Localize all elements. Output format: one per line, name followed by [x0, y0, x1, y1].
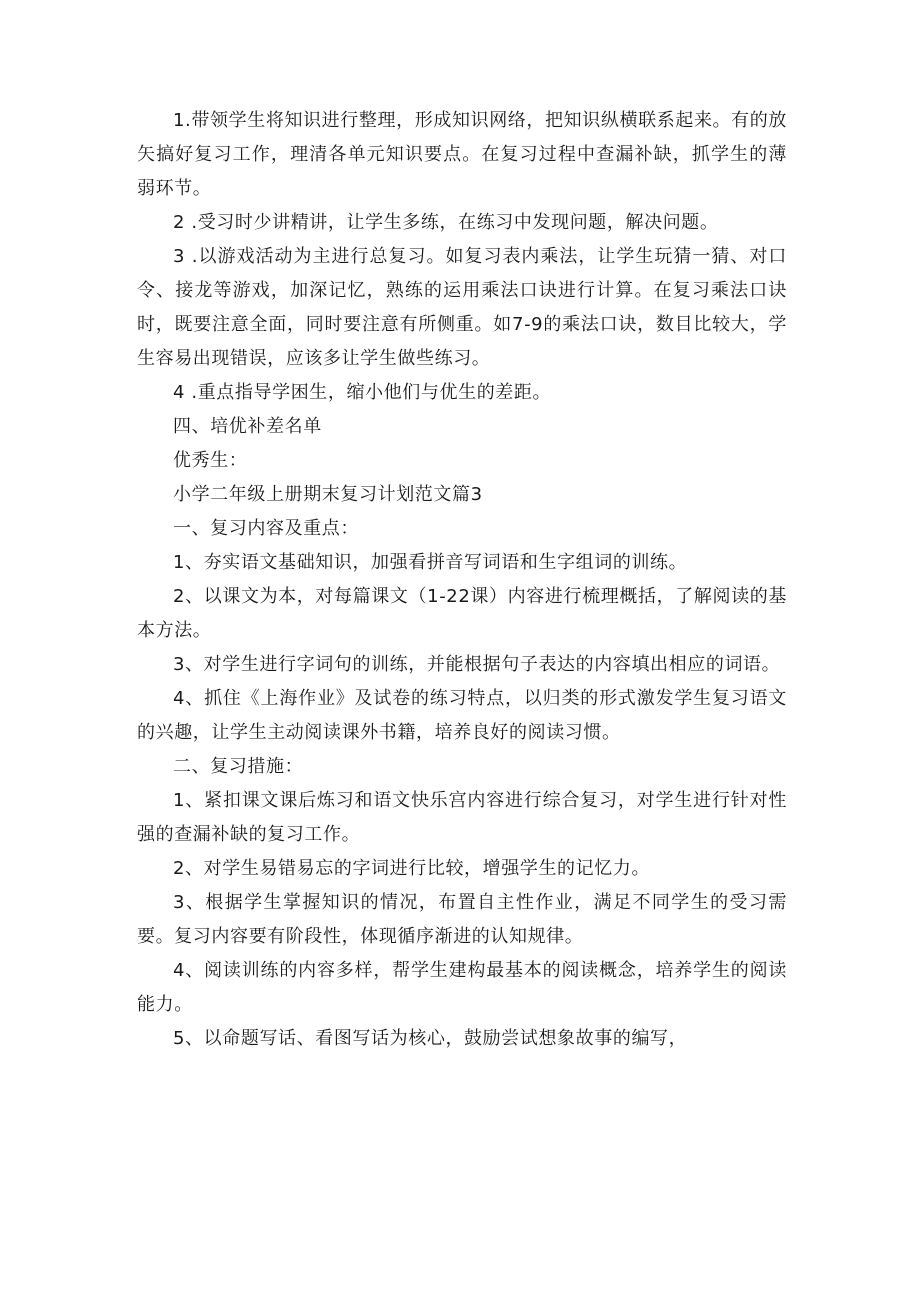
paragraph-measure-2: 2、对学生易错易忘的字词进行比较，增强学生的记忆力。: [173, 858, 651, 879]
paragraph-review-organize: 1.带领学生将知识进行整理，形成知识网络，把知识纵横联系起来。有的放矢搞好复习工作，理清各单元知识要点。在复习过程中查漏补缺，抓学生的薄弱环节。: [137, 110, 787, 199]
section-heading-list: 四、培优补差名单: [173, 416, 322, 437]
paragraph-content-2: 2、以课文为本，对每篇课文（1-22课）内容进行梳理概括，了解阅读的基本方法。: [137, 586, 787, 641]
paragraph-content-4: 4、抓住《上海作业》及试卷的练习特点，以归类的形式激发学生复习语文的兴趣，让学生主动阅读课外书籍，培养良好的阅读习惯。: [137, 688, 787, 743]
paragraph-measure-5: 5、以命题写话、看图写话为核心，鼓励尝试想象故事的编写，: [173, 1028, 688, 1049]
section-heading-measures: 二、复习措施：: [173, 756, 304, 777]
document-body: [137, 104, 787, 1056]
label-excellent-students: 优秀生：: [173, 450, 248, 471]
article-title: 小学二年级上册期末复习计划范文篇3: [173, 484, 483, 505]
paragraph-measure-1: 1、紧扣课文课后炼习和语文快乐宫内容进行综合复习，对学生进行针对性强的查漏补缺的复习工作。: [137, 790, 787, 845]
paragraph-struggling-students: 4 .重点指导学困生，缩小他们与优生的差距。: [173, 382, 552, 403]
paragraph-teach-less: 2 .受习时少讲精讲，让学生多练，在练习中发现问题，解决问题。: [173, 212, 719, 233]
section-heading-content: 一、复习内容及重点：: [173, 518, 359, 539]
paragraph-game-review: 3 .以游戏活动为主进行总复习。如复习表内乘法，让学生玩猜一猜、对口令、接龙等游戏，加深记忆，熟练的运用乘法口诀进行计算。在复习乘法口诀时，既要注意全面，同时要注意有所侧重。如7-9的乘法口诀，数目比较大，学生容易出现错误，应该多让学生做些练习。: [137, 246, 787, 369]
paragraph-content-3: 3、对学生进行字词句的训练，并能根据句子表达的内容填出相应的词语。: [173, 654, 781, 675]
paragraph-content-1: 1、夯实语文基础知识，加强看拼音写词语和生字组词的训练。: [173, 552, 688, 573]
paragraph-measure-3: 3、根据学生掌握知识的情况，布置自主性作业，满足不同学生的受习需要。复习内容要有阶段性，体现循序渐进的认知规律。: [137, 892, 787, 947]
paragraph-measure-4: 4、阅读训练的内容多样，帮学生建构最基本的阅读概念，培养学生的阅读能力。: [137, 960, 787, 1015]
